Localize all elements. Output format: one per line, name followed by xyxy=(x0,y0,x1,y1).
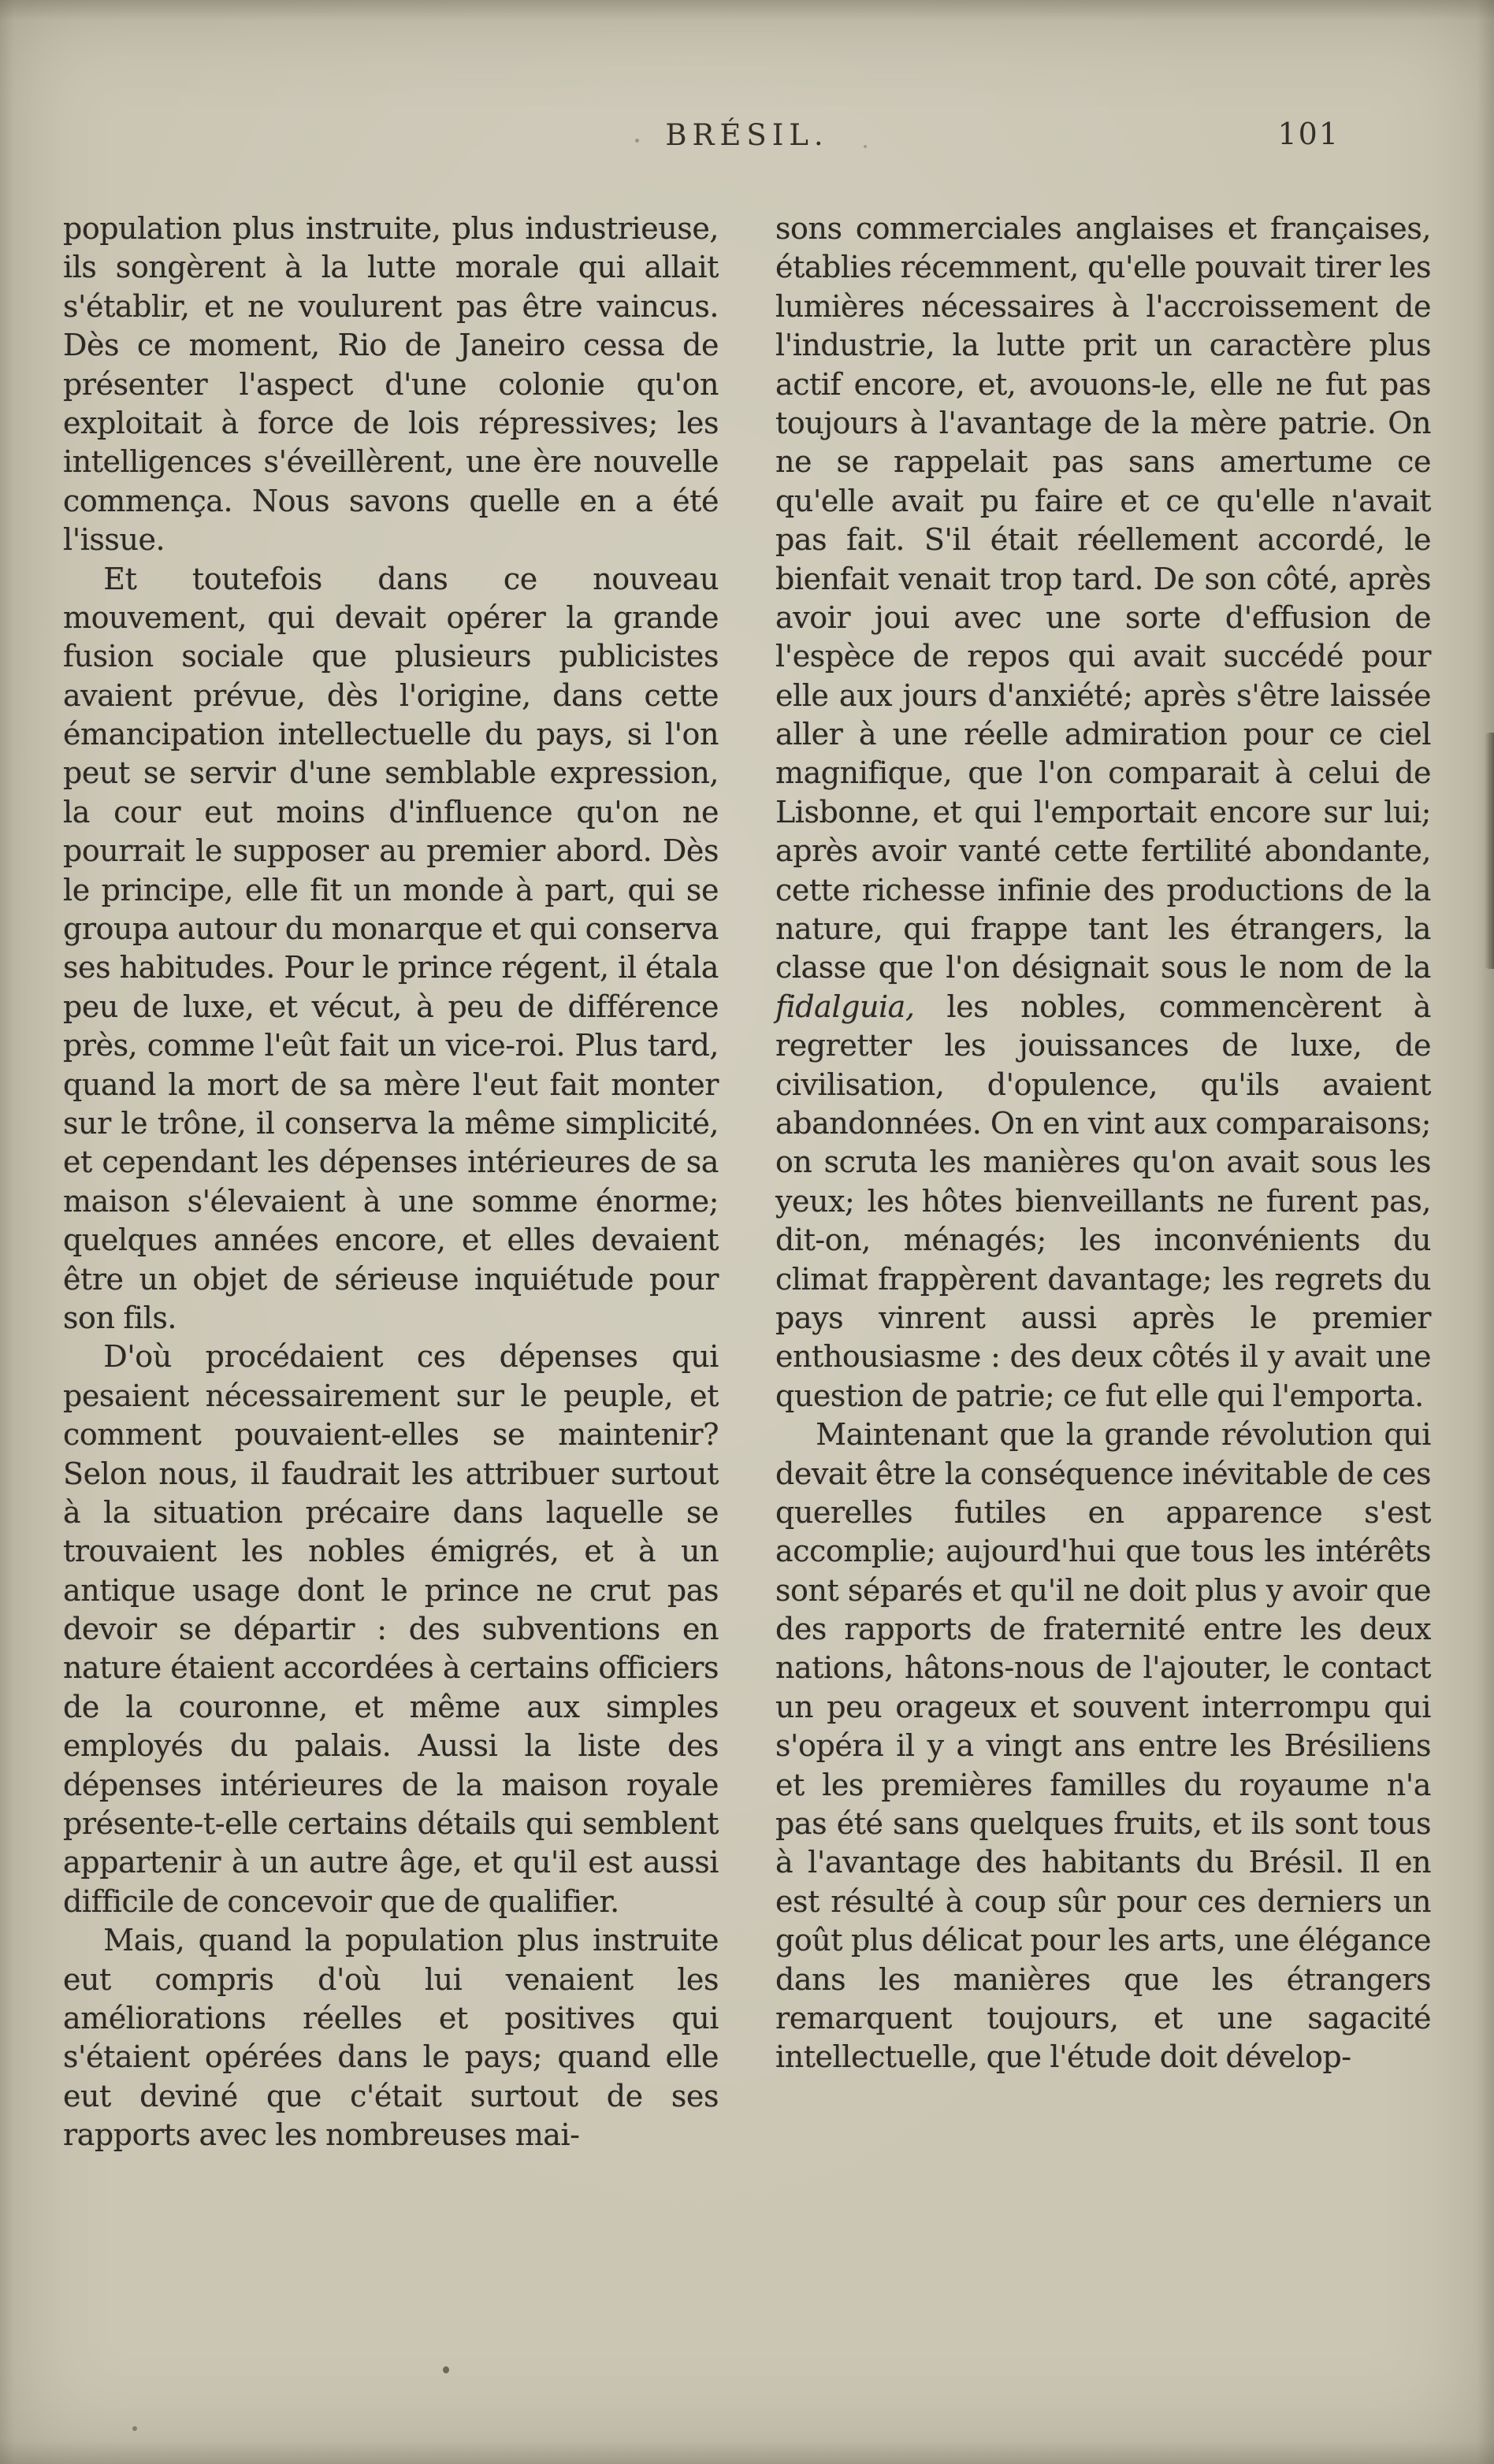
page-number: 101 xyxy=(1277,117,1340,151)
scan-speck xyxy=(132,2426,137,2431)
paragraph-right-1 xyxy=(775,210,1431,1416)
paragraph-left-1: population plus instruite, plus industrieuse, ils songèrent à la lutte morale qui allait s'établir, et ne voulurent pas être vaincus. Dès ce moment, Rio de Janeiro cessa de présenter l'aspect d'une colonie qu'on exploitait à force de lois répressives; les intelligences s'éveillèrent, une ère nouvelle commença. Nous savons quelle en a été l'issue. xyxy=(63,211,719,558)
scan-speck xyxy=(635,139,639,143)
right-column xyxy=(775,210,1431,2155)
paragraph-right-1-text-before: sons commerciales anglaises et françaises, établies récemment, qu'elle pouvait tirer les lumières nécessaires à l'accroissement de l'industrie, la lutte prit un caractère plus actif encore, et, avouons-le, elle ne fut pas toujours à l'avantage de la mère patrie. On ne se rappelait pas sans amertume ce qu'elle avait pu faire et ce qu'elle n'avait pas fait. S'il était réellement accordé, le bienfait venait trop tard. De son côté, après avoir joui avec une sorte d'effusion de l'espèce de repos qui avait succédé pour elle aux jours d'anxiété; après s'être laissée aller à une réelle admiration pour ce ciel magnifique, que l'on comparait à celui de Lisbonne, et qui l'emportait encore sur lui; après avoir vanté cette fertilité abondante, cette richesse infinie des productions de la nature, qui frappe tant les étrangers, la classe que l'on désignait sous le nom de la xyxy=(775,211,1431,985)
scan-edge-smudge xyxy=(1485,733,1494,969)
italic-term-fidalguia: fidalguia, xyxy=(775,989,915,1024)
scan-speck xyxy=(864,145,867,148)
running-title: BRÉSIL. xyxy=(665,118,829,152)
paragraph-right-1-text-after: les nobles, commencèrent à regretter les jouissances de luxe, de civilisation, d'opulence, qu'ils avaient abandonnées. On en vint aux comparaisons; on scruta les manières qu'on avait sous les yeux; les hôtes bienveillants ne furent pas, dit-on, ménagés; les inconvénients du climat frappèrent davantage; les regrets du pays vinrent aussi après le premier enthousiasme : des deux côtés il y avait une question de patrie; ce fut elle qui l'emporta. xyxy=(775,989,1431,1413)
left-column xyxy=(63,210,719,2155)
text-columns xyxy=(0,210,1494,2155)
paragraph-left-2: Et toutefois dans ce nouveau mouvement, qui devait opérer la grande fusion sociale que plusieurs publicistes avaient prévue, dès l'origine, dans cette émancipation intellectuelle du pays, si l'on peut se servir d'une semblable expression, la cour eut moins d'influence qu'on ne pourrait le supposer au premier abord. Dès le principe, elle fit un monde à part, qui se groupa autour du monarque et qui conserva ses habitudes. Pour le prince régent, il étala peu de luxe, et vécut, à peu de différence près, comme l'eût fait un vice-roi. Plus tard, quand la mort de sa mère l'eut fait monter sur le trône, il conserva la même simplicité, et cependant les dépenses intérieures de sa maison s'élevaient à une somme énorme; quelques années encore, et elles devaient être un objet de sérieuse inquiétude pour son fils. xyxy=(63,561,719,1335)
page-header xyxy=(0,0,1494,181)
paragraph-left-4: Mais, quand la population plus instruite eut compris d'où lui venaient les améliorations réelles et positives qui s'étaient opérées dans le pays; quand elle eut deviné que c'était surtout de ses rapports avec les nombreuses mai- xyxy=(63,1923,719,2153)
paragraph-left-3: D'où procédaient ces dépenses qui pesaient nécessairement sur le peuple, et comment pouvaient-elles se maintenir? Selon nous, il faudrait les attribuer surtout à la situation précaire dans laquelle se trouvaient les nobles émigrés, et à un antique usage dont le prince ne crut pas devoir se départir : des subventions en nature étaient accordées à certains officiers de la couronne, et même aux simples employés du palais. Aussi la liste des dépenses intérieures de la maison royale présente-t-elle certains détails qui semblent appartenir à un autre âge, et qu'il est aussi difficile de concevoir que de qualifier. xyxy=(63,1339,719,1919)
scan-speck xyxy=(443,2366,449,2373)
paragraph-right-2: Maintenant que la grande révolution qui devait être la conséquence inévitable de ces querelles futiles en apparence s'est accomplie; aujourd'hui que tous les intérêts sont séparés et qu'il ne doit plus y avoir que des rapports de fraternité entre les deux nations, hâtons-nous de l'ajouter, le contact un peu orageux et souvent interrompu qui s'opéra il y a vingt ans entre les Brésiliens et les premières familles du royaume n'a pas été sans quelques fruits, et ils sont tous à l'avantage des habitants du Brésil. Il en est résulté à coup sûr pour ces derniers un goût plus délicat pour les arts, une élégance dans les manières que les étrangers remarquent toujours, et une sagacité intellectuelle, que l'étude doit dévelop- xyxy=(775,1417,1431,2075)
